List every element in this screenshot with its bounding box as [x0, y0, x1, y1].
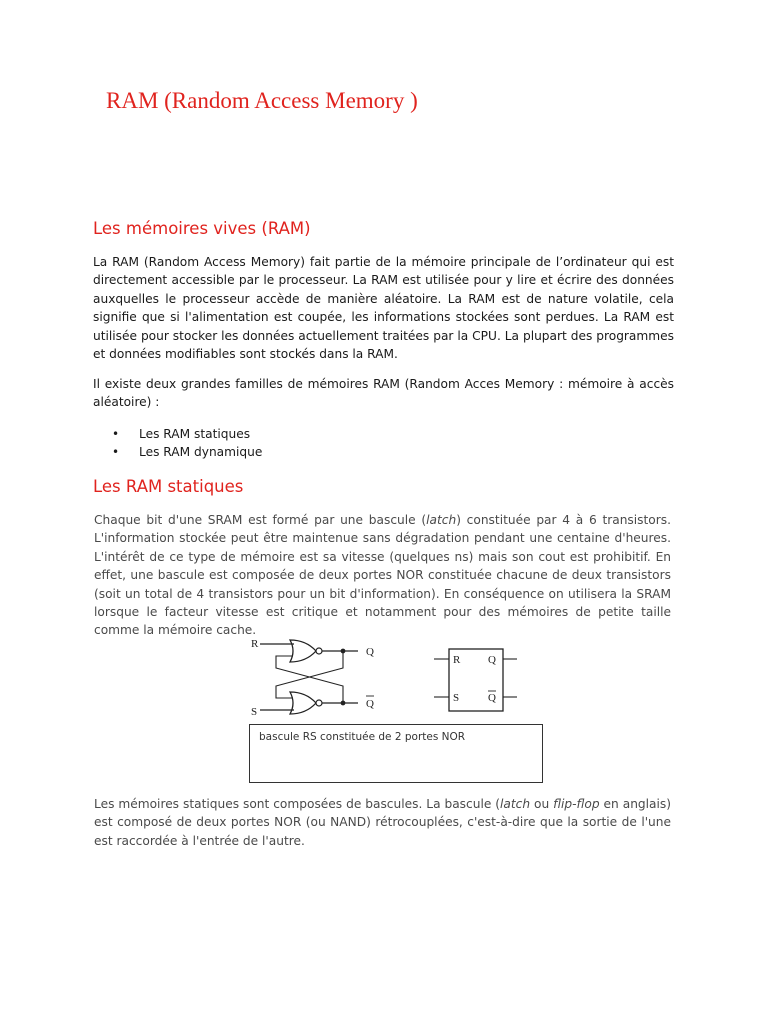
latch-term: latch [426, 513, 457, 527]
block-q-label: Q [488, 654, 496, 666]
nor-gate-bottom [290, 692, 316, 714]
list-item-label: Les RAM statiques [139, 427, 251, 441]
output-q-label: Q [366, 646, 374, 658]
block-r-label: R [453, 654, 461, 666]
page-title: RAM (Random Access Memory ) [106, 88, 418, 113]
rs-latch-diagram [246, 634, 526, 724]
latch-term: latch [500, 797, 531, 811]
section-heading-static-ram: Les RAM statiques [93, 477, 244, 496]
paragraph-text: ou [530, 797, 554, 811]
output-qbar-label: Q [366, 698, 374, 710]
figure-caption: bascule RS constituée de 2 portes NOR [259, 731, 466, 743]
input-r-label: R [251, 638, 259, 650]
block-s-label: S [453, 692, 460, 704]
ram-types-list [112, 425, 262, 461]
list-item [112, 443, 262, 461]
input-s-label: S [251, 706, 258, 718]
section-heading-ram: Les mémoires vives (RAM) [93, 219, 311, 238]
paragraph-text: ) constituée par 4 à 6 transistors. L'information stockée peut être maintenue sans dégradation pendant une centaine d'heures. L'intérêt de ce type de mémoire est sa vitesse (quelques ns) mais son cout est prohibitif. En effet, une bascule est composée de deux portes NOR constituée chacune de deux transistors (soit un total de 4 transistors pour un bit d'information). En conséquence on utilisera la SRAM lorsque le facteur vitesse est critique et notamment pour des mémoires de petite taille comme la mémoire cache. [94, 513, 671, 638]
bullet-icon: • [112, 445, 120, 459]
nor-gate-top [290, 640, 316, 662]
paragraph-text: Chaque bit d'une SRAM est formé par une bascule ( [94, 513, 427, 527]
block-qbar-label: Q [488, 692, 496, 704]
paragraph-static-memories [94, 795, 671, 850]
paragraph-sram [94, 511, 671, 640]
paragraph-text: Les mémoires statiques sont composées de bascules. La bascule ( [94, 797, 501, 811]
paragraph-ram-families: Il existe deux grandes familles de mémoires RAM (Random Acces Memory : mémoire à accès aléatoire) : [93, 377, 674, 410]
figure-caption-box [249, 724, 543, 783]
paragraph-text: en anglais) est composé de deux portes NOR (ou NAND) rétrocouplées, c'est-à-dire que la sortie de l'une est raccordée à l'entrée de l'autre. [94, 797, 671, 848]
flip-flop-term: flip-flop [553, 797, 600, 811]
paragraph-ram-intro: La RAM (Random Access Memory) fait partie de la mémoire principale de l’ordinateur qui est directement accessible par le processeur. La RAM est utilisée pour y lire et écrire des données auxquelles le processeur accède de manière aléatoire. La RAM est de nature volatile, cela signifie que si l'alimentation est coupée, les informations stockées sont perdues. La RAM est utilisée pour stocker les données actuellement traitées par la CPU. La plupart des programmes et données modifiables sont stockés dans la RAM. [93, 255, 674, 362]
bullet-icon: • [112, 427, 120, 441]
list-item [112, 425, 262, 443]
list-item-label: Les RAM dynamique [139, 445, 263, 459]
